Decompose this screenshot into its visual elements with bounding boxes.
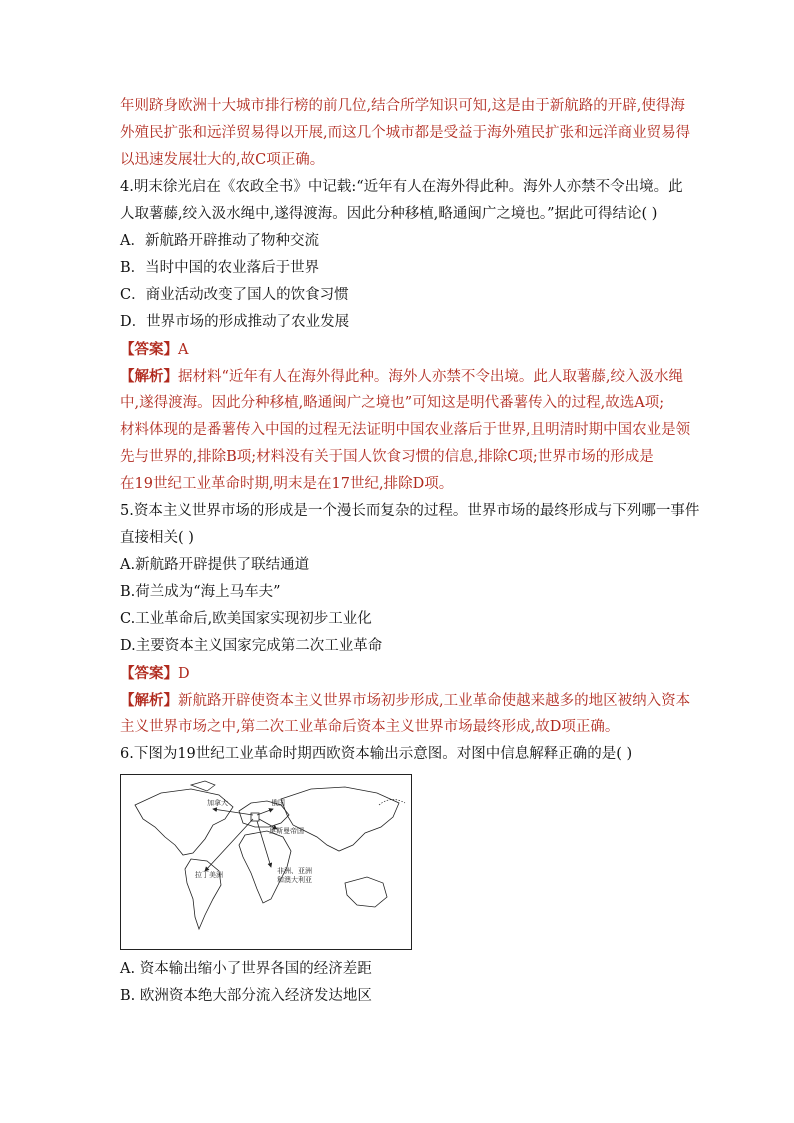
label-latin-america: 拉丁美洲 bbox=[195, 871, 223, 879]
label-ottoman: 奥斯曼帝国 bbox=[269, 827, 304, 835]
q4-option-b: B．当时中国的农业落后于世界 bbox=[120, 260, 320, 276]
dotted-boundary bbox=[379, 799, 405, 805]
world-map-illustration bbox=[121, 775, 411, 949]
asia-shape bbox=[281, 787, 399, 851]
south-america-shape bbox=[185, 859, 221, 929]
q4-analysis-line-4: 先与世界的,排除B项;材料没有关于国人饮食习惯的信息,排除C项;世界市场的形成是 bbox=[120, 449, 654, 465]
document-body bbox=[120, 93, 700, 1010]
label-australia: 和澳大利亚 bbox=[277, 876, 312, 884]
q5-answer-value: D bbox=[178, 666, 190, 682]
arrow-to-russia bbox=[257, 809, 273, 815]
analysis-tag: 【解析】 bbox=[120, 692, 178, 709]
q4-stem-line-1: 4.明末徐光启在《农政全书》中记载:“近年有人在海外得此种。海外人亦禁不令出境。此 bbox=[120, 179, 683, 195]
analysis-tag: 【解析】 bbox=[120, 368, 178, 385]
q5-stem-line-1: 5.资本主义世界市场的形成是一个漫长而复杂的过程。世界市场的最终形成与下列哪一事件 bbox=[120, 503, 700, 519]
q3-analysis-line-1: 年则跻身欧洲十大城市排行榜的前几位,结合所学知识可知,这是由于新航路的开辟,使得海 bbox=[120, 98, 685, 114]
q4-option-d: D．世界市场的形成推动了农业发展 bbox=[120, 314, 350, 330]
q6-option-a: A. 资本输出缩小了世界各国的经济差距 bbox=[120, 961, 372, 977]
label-canada: 加拿大 bbox=[207, 799, 228, 807]
q5-option-b: B.荷兰成为“海上马车夫” bbox=[120, 584, 281, 600]
label-russia: 俄国 bbox=[271, 799, 285, 807]
answer-tag: 【答案】 bbox=[120, 665, 178, 682]
q3-analysis-line-2: 外殖民扩张和远洋贸易得以开展,而这几个城市都是受益于海外殖民扩张和远洋商业贸易得 bbox=[120, 125, 691, 141]
australia-shape bbox=[345, 877, 387, 907]
q4-answer-value: A bbox=[178, 342, 189, 358]
answer-tag: 【答案】 bbox=[120, 341, 178, 358]
q4-option-a: A．新航路开辟推动了物种交流 bbox=[120, 233, 319, 249]
q5-option-c: C.工业革命后,欧美国家实现初步工业化 bbox=[120, 611, 372, 627]
q5-analysis-text-1: 新航路开辟使资本主义世界市场初步形成,工业革命使越来越多的地区被纳入资本 bbox=[178, 693, 691, 709]
q5-answer bbox=[120, 660, 680, 687]
q5-analysis-line-2: 主义世界市场之中,第二次工业革命后资本主义世界市场最终形成,故D项正确。 bbox=[120, 719, 620, 735]
q4-analysis-text-1: 据材料“近年有人在海外得此种。海外人亦禁不令出境。此人取薯藤,绞入汲水绳 bbox=[178, 369, 684, 385]
q5-stem-line-2: 直接相关( ) bbox=[120, 530, 194, 546]
q5-analysis-line-1 bbox=[120, 687, 691, 714]
q6-option-b: B. 欧洲资本绝大部分流入经济发达地区 bbox=[120, 988, 372, 1004]
q3-analysis-line-3: 以迅速发展壮大的,故C项正确。 bbox=[120, 152, 325, 168]
q5-option-a: A.新航路开辟提供了联结通道 bbox=[120, 557, 310, 573]
capital-export-map bbox=[120, 774, 412, 950]
q4-stem-line-2: 人取薯藤,绞入汲水绳中,遂得渡海。因此分种移植,略通闽广之境也。”据此可得结论( ) bbox=[120, 206, 658, 222]
q4-option-c: C．商业活动改变了国人的饮食习惯 bbox=[120, 287, 349, 303]
q4-analysis-line-1 bbox=[120, 363, 684, 390]
q4-analysis-line-2: 中,遂得渡海。因此分种移植,略通闽广之境也”可知这是明代番薯传入的过程,故选A项; bbox=[120, 395, 665, 411]
q4-analysis-line-3: 材料体现的是番薯传入中国的过程无法证明中国农业落后于世界,且明清时期中国农业是领 bbox=[120, 422, 691, 438]
q4-answer bbox=[120, 336, 680, 363]
q4-analysis-line-5: 在19世纪工业革命时期,明末是在17世纪,排除D项。 bbox=[120, 476, 454, 492]
label-africa-asia: 非洲、亚洲 bbox=[277, 867, 312, 875]
q6-stem: 6.下图为19世纪工业革命时期西欧资本输出示意图。对图中信息解释正确的是( ) bbox=[120, 746, 633, 762]
q5-option-d: D.主要资本主义国家完成第二次工业革命 bbox=[120, 638, 383, 654]
arrow-to-canada bbox=[213, 809, 253, 815]
